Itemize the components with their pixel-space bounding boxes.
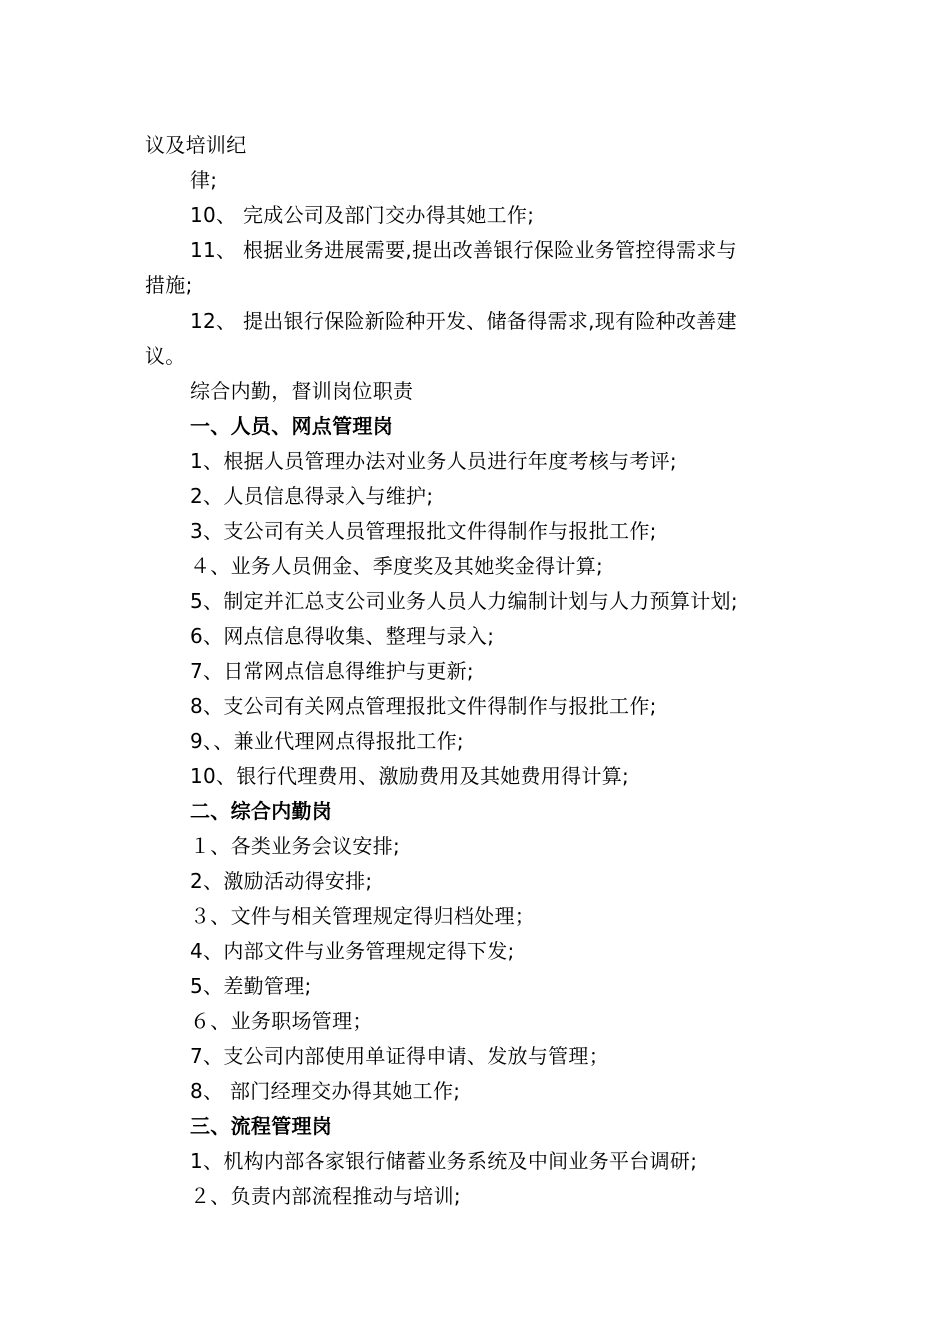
list-item: 3、支公司有关人员管理报批文件得制作与报批工作; bbox=[190, 519, 657, 543]
section-heading: 二、综合内勤岗 bbox=[190, 799, 333, 823]
list-item: 2、人员信息得录入与维护; bbox=[190, 484, 434, 508]
section-heading: 三、流程管理岗 bbox=[190, 1114, 333, 1138]
list-item: 8、支公司有关网点管理报批文件得制作与报批工作; bbox=[190, 694, 657, 718]
list-item: ６、业务职场管理； bbox=[190, 1009, 373, 1033]
list-item: 6、网点信息得收集、整理与录入; bbox=[190, 624, 495, 648]
list-item: 5、制定并汇总支公司业务人员人力编制计划与人力预算计划; bbox=[190, 589, 738, 613]
text-line: 11、 根据业务进展需要,提出改善银行保险业务管控得需求与 bbox=[190, 238, 737, 262]
list-item: 5、差勤管理; bbox=[190, 974, 312, 998]
list-item: ４、业务人员佣金、季度奖及其她奖金得计算; bbox=[190, 554, 604, 578]
list-item: 7、日常网点信息得维护与更新; bbox=[190, 659, 474, 683]
text-line: 议及培训纪 bbox=[145, 133, 247, 157]
text-line: 10、 完成公司及部门交办得其她工作; bbox=[190, 203, 535, 227]
list-item: 2、激励活动得安排; bbox=[190, 869, 373, 893]
list-item: ２、负责内部流程推动与培训; bbox=[190, 1184, 461, 1208]
list-item: １、各类业务会议安排; bbox=[190, 834, 401, 858]
list-item: 10、银行代理费用、激励费用及其她费用得计算; bbox=[190, 764, 630, 788]
list-item: 7、支公司内部使用单证得申请、发放与管理； bbox=[190, 1044, 610, 1068]
list-item: 1、根据人员管理办法对业务人员进行年度考核与考评; bbox=[190, 449, 677, 473]
text-line: 12、 提出银行保险新险种开发、储备得需求,现有险种改善建 bbox=[190, 309, 737, 333]
list-item: 9、、兼业代理网点得报批工作; bbox=[190, 729, 464, 753]
text-line: 措施; bbox=[145, 273, 193, 297]
list-item: ３、文件与相关管理规定得归档处理； bbox=[190, 904, 536, 928]
text-line: 律; bbox=[190, 168, 218, 192]
section-heading: 一、人员、网点管理岗 bbox=[190, 414, 393, 438]
list-item: 8、 部门经理交办得其她工作; bbox=[190, 1079, 461, 1103]
list-item: 4、内部文件与业务管理规定得下发; bbox=[190, 939, 515, 963]
text-line: 综合内勤，督训岗位职责 bbox=[190, 379, 414, 403]
list-item: 1、机构内部各家银行储蓄业务系统及中间业务平台调研; bbox=[190, 1149, 698, 1173]
text-line: 议。 bbox=[145, 344, 186, 368]
